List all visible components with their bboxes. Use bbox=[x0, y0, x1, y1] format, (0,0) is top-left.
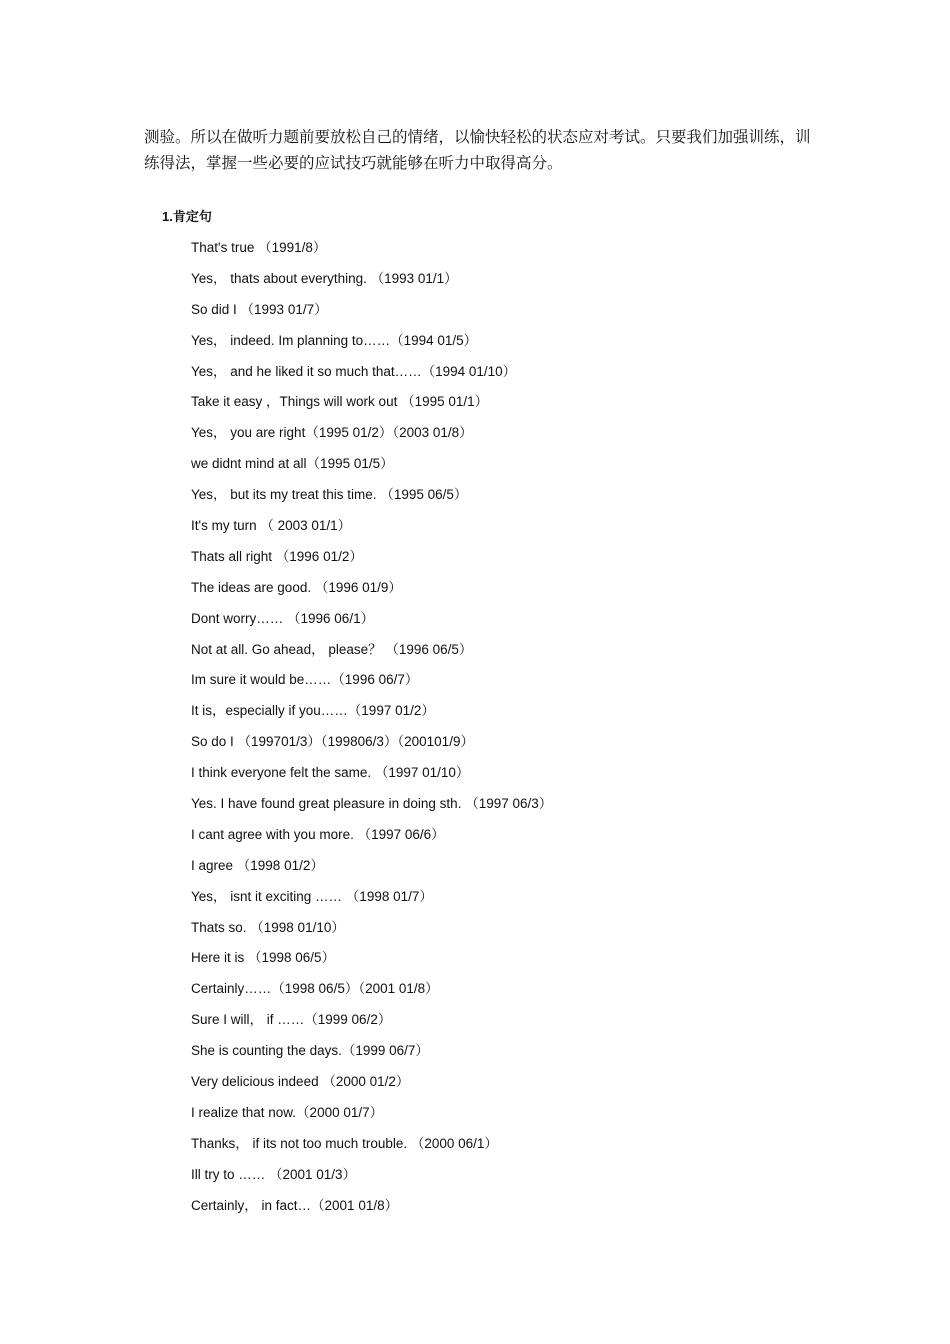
sentence-list bbox=[191, 238, 552, 1227]
list-item: It's my turn （ 2003 01/1） bbox=[191, 518, 352, 534]
section-heading: 1.肯定句 bbox=[162, 209, 212, 224]
list-item: That's true （1991/8） bbox=[191, 240, 327, 255]
list-item: Dont worry…… （1996 06/1） bbox=[191, 610, 375, 626]
list-item: Yes， isnt it exciting …… （1998 01/7） bbox=[191, 888, 433, 904]
list-item: Certainly……（1998 06/5）（2001 01/8） bbox=[191, 981, 439, 997]
list-item: Thats so. （1998 01/10） bbox=[191, 919, 345, 935]
list-item: The ideas are good. （1996 01/9） bbox=[191, 579, 402, 595]
list-item: So do I （199701/3）（199806/3）（200101/9） bbox=[191, 734, 474, 750]
list-item: Thats all right （1996 01/2） bbox=[191, 548, 363, 564]
list-item: I think everyone felt the same. （1997 01/10） bbox=[191, 765, 470, 781]
list-item: Take it easy ，Things will work out （1995 01/1） bbox=[191, 394, 489, 410]
list-item: Certainly， in fact…（2001 01/8） bbox=[191, 1197, 399, 1213]
list-item: Very delicious indeed （2000 01/2） bbox=[191, 1074, 410, 1090]
list-item: Im sure it would be……（1996 06/7） bbox=[191, 672, 419, 688]
list-item: Not at all. Go ahead， please？ （1996 06/5） bbox=[191, 641, 473, 657]
list-item: Yes， you are right（1995 01/2）（2003 01/8） bbox=[191, 425, 473, 441]
list-item: It is，especially if you……（1997 01/2） bbox=[191, 703, 435, 719]
list-item: Ill try to …… （2001 01/3） bbox=[191, 1166, 357, 1182]
list-item: Here it is （1998 06/5） bbox=[191, 950, 336, 966]
list-item: Sure I will， if ……（1999 06/2） bbox=[191, 1012, 392, 1028]
list-item: I cant agree with you more. （1997 06/6） bbox=[191, 826, 445, 842]
list-item: Yes. I have found great pleasure in doing sth. （1997 06/3） bbox=[191, 796, 553, 812]
list-item: I realize that now.（2000 01/7） bbox=[191, 1104, 384, 1120]
list-item: Yes， thats about everything. （1993 01/1） bbox=[191, 270, 458, 286]
list-item: I agree （1998 01/2） bbox=[191, 857, 324, 873]
list-item: Yes， and he liked it so much that……（1994 01/10） bbox=[191, 363, 517, 379]
list-item: She is counting the days.（1999 06/7） bbox=[191, 1043, 429, 1059]
intro-paragraph: 测验。所以在做听力题前要放松自己的情绪，以愉快轻松的状态应对考试。只要我们加强训练，训练得法，掌握一些必要的应试技巧就能够在听力中取得高分。 bbox=[144, 128, 811, 172]
list-item: Yes， but its my treat this time. （1995 06/5） bbox=[191, 487, 468, 503]
list-item: So did I （1993 01/7） bbox=[191, 301, 328, 317]
list-item: Yes， indeed. Im planning to……（1994 01/5） bbox=[191, 332, 478, 348]
list-item: we didnt mind at all（1995 01/5） bbox=[191, 456, 394, 472]
list-item: Thanks， if its not too much trouble. （2000 06/1） bbox=[191, 1135, 498, 1151]
